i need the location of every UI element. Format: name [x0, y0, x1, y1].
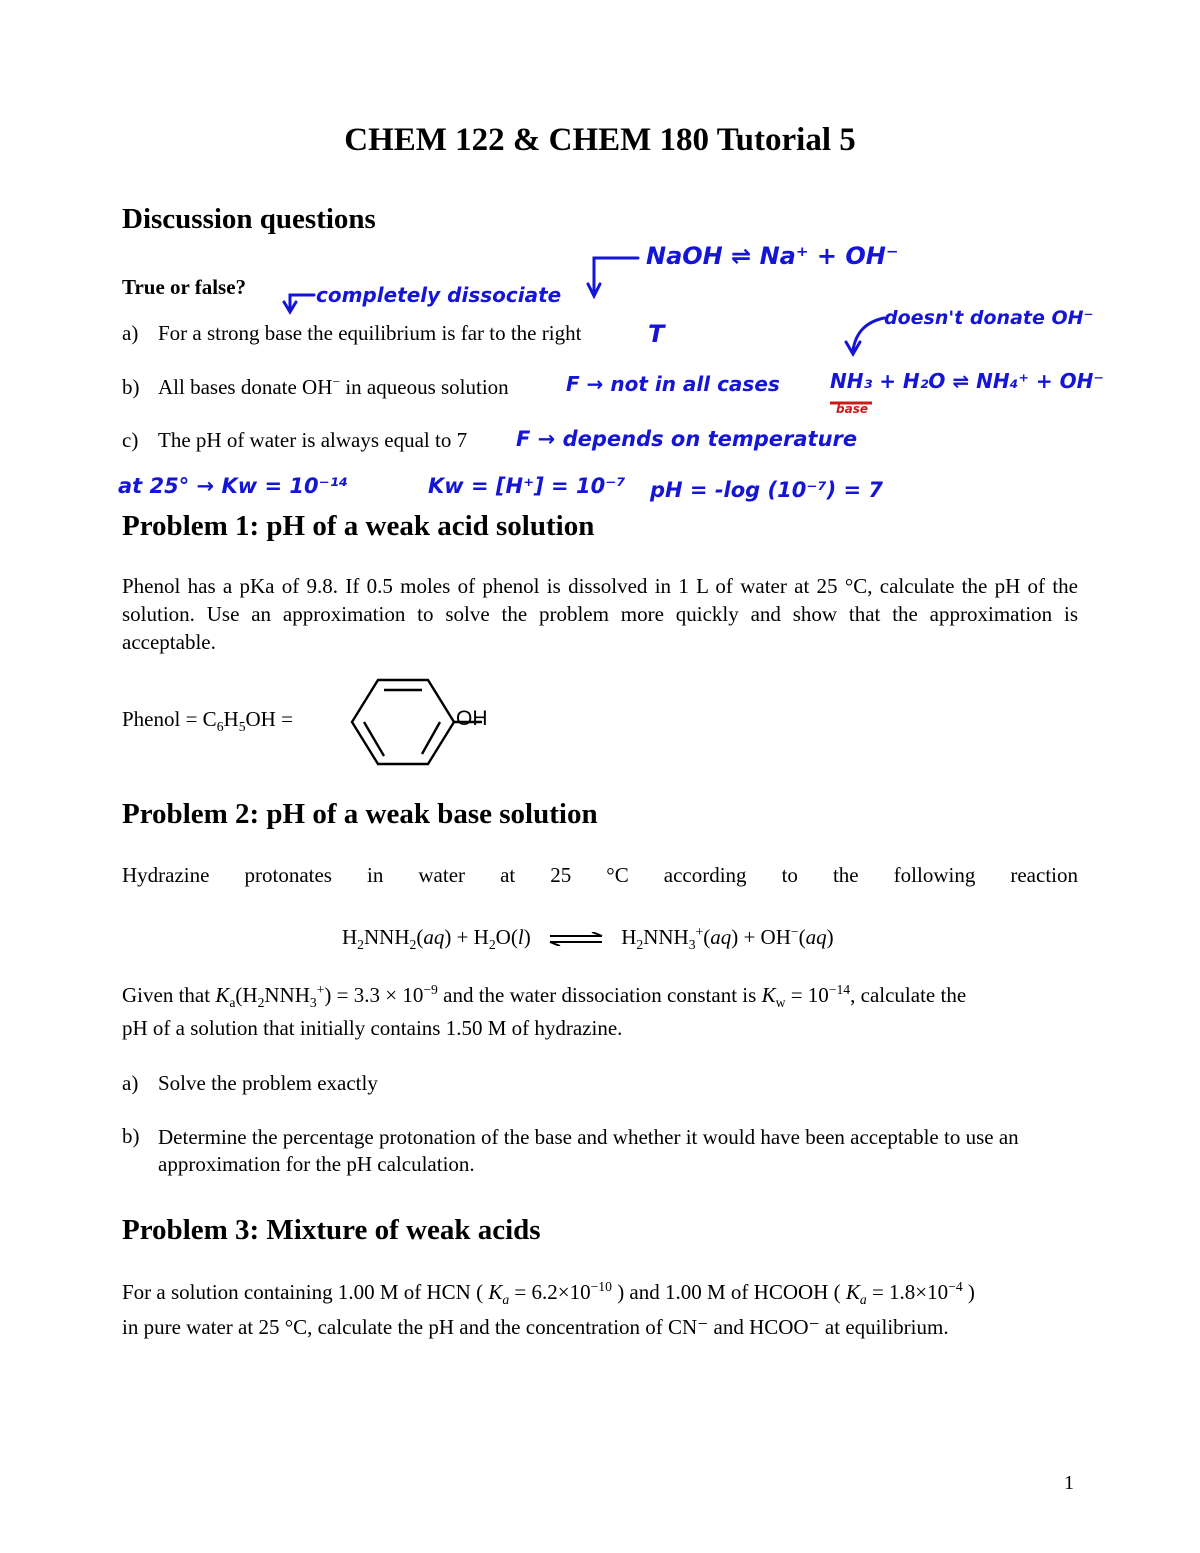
question-text: The pH of water is always equal to 7	[158, 428, 468, 452]
hydrazine-equation: $H_2NNH_2(aq) + H_2O(l) H_2NNH_3^+(aq) + OH^-(aq)$	[342, 924, 834, 953]
equilibrium-arrow-icon	[548, 932, 604, 946]
phenol-formula: Phenol = $C_6H_5OH$ =	[122, 707, 293, 735]
base-tag-note: base	[836, 402, 868, 416]
page-title: CHEM 122 & CHEM 180 Tutorial 5	[344, 122, 856, 158]
problem-2-given-line: Given that $K_a(H_2NNH_3^+) = 3.3 \times 10^{-9}$ and the water dissociation constant is $K_w = 10^{-14}$, calculate the	[122, 982, 967, 1011]
nh3-equation-note: NH₃ + H₂O ⇌ NH₄⁺ + OH⁻	[830, 369, 1104, 393]
kw-note-2: Kw = [H⁺] = 10⁻⁷	[428, 474, 626, 498]
discussion-heading: Discussion questions	[122, 203, 376, 235]
problem-3-heading: Problem 3: Mixture of weak acids	[122, 1214, 541, 1246]
kw-note-1: at 25° → Kw = 10⁻¹⁴	[118, 474, 349, 498]
problem-3-line-2: in pure water at 25 °C, calculate the pH and the concentration of CN⁻ and HCOO⁻ at equilibrium.	[122, 1315, 949, 1339]
part-letter: b)	[122, 1124, 140, 1148]
naoh-equation-note: NaOH ⇌ Na⁺ + OH⁻	[646, 242, 899, 270]
problem-3-line-1: For a solution containing 1.00 M of HCN ( $K_a = 6.2\times 10^{-10}$ ) and 1.00 M of HCOOH ( $K_a = 1.8\times 10^{-4}$ )	[122, 1279, 975, 1308]
part-letter: a)	[122, 1071, 139, 1095]
given-text-3: and the water dissociation constant is	[437, 983, 762, 1007]
problem-3-text-1: For a solution containing 1.00 M of HCN (	[122, 1280, 484, 1304]
part-text: Solve the problem exactly	[158, 1071, 378, 1095]
given-text-2: = 3.3 × 10	[331, 983, 424, 1007]
completely-dissociate-note: completely dissociate	[316, 283, 562, 307]
kw-note-3: pH = -log (10⁻⁷) = 7	[650, 478, 884, 502]
problem-1-text: Phenol has a pKa of 9.8. If 0.5 moles of phenol is dissolved in 1 L of water at 25 °C, calculate the pH of the solution. Use an approximation to solve the problem more quickly and show that the approximation is acceptable.	[122, 574, 1078, 654]
problem-2-given-line-2: pH of a solution that initially contains 1.50 M of hydrazine.	[122, 1016, 623, 1040]
problem-2-part-b	[122, 1124, 1078, 1178]
problem-2-heading: Problem 2: pH of a weak base solution	[122, 798, 598, 830]
question-letter: c)	[122, 428, 139, 452]
page-number: 1	[1064, 1472, 1074, 1494]
question-text: For a strong base the equilibrium is far to the right	[158, 321, 582, 345]
problem-3-text-2: ) and 1.00 M of HCOOH (	[617, 1280, 841, 1304]
question-text-cont: in aqueous solution	[340, 375, 509, 399]
true-false-label: True or false?	[122, 275, 247, 299]
part-text: Determine the percentage protonation of the base and whether it would have been acceptable to use an approximation for the pH calculation.	[158, 1125, 1019, 1176]
given-text-4: , calculate the	[850, 983, 967, 1007]
oh-label: OH	[456, 707, 488, 730]
problem-1-heading: Problem 1: pH of a weak acid solution	[122, 510, 595, 542]
problem-3-text-3: )	[967, 1280, 975, 1304]
question-letter: b)	[122, 375, 140, 399]
doesnt-donate-note: doesn't donate OH⁻	[884, 307, 1094, 329]
given-text-1: Given that	[122, 983, 216, 1007]
question-letter: a)	[122, 321, 139, 345]
problem-2-intro: Hydrazine protonates in water at 25 °C according to the following reaction	[122, 863, 1078, 887]
problem-2-part-a	[122, 1071, 378, 1096]
answer-c-note: F → depends on temperature	[516, 427, 858, 451]
answer-a-note: T	[648, 320, 665, 348]
answer-b-note: F → not in all cases	[566, 372, 780, 396]
superscript: −	[332, 374, 341, 389]
question-text: All bases donate OH	[158, 375, 333, 399]
phenol-label: Phenol = C	[122, 707, 217, 731]
